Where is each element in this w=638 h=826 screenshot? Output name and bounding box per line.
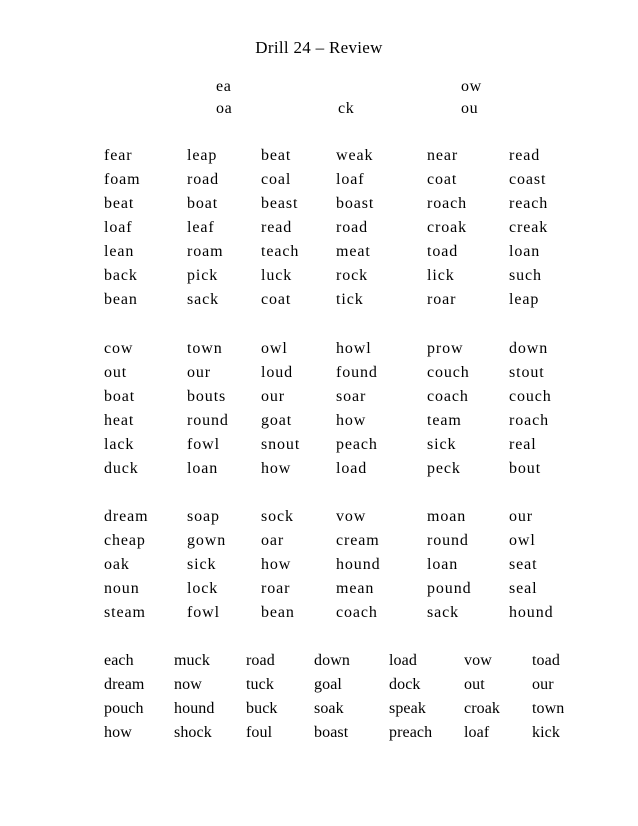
word-cell: buck	[246, 700, 278, 717]
word-cell: roach	[509, 412, 550, 429]
word-cell: beast	[261, 195, 299, 212]
pattern-label-ow: ow	[461, 78, 482, 95]
word-cell: howl	[336, 340, 372, 357]
word-cell: couch	[427, 364, 470, 381]
word-cell: leap	[187, 147, 218, 164]
word-cell: how	[336, 412, 367, 429]
word-cell: reach	[509, 195, 549, 212]
word-cell: shock	[174, 724, 212, 741]
word-cell: toad	[427, 243, 459, 260]
word-cell: sack	[187, 291, 220, 308]
word-row	[0, 168, 638, 192]
word-cell: croak	[427, 219, 468, 236]
word-cell: bean	[261, 604, 295, 621]
word-cell: boast	[314, 724, 349, 741]
word-cell: foul	[246, 724, 273, 741]
word-cell: soak	[314, 700, 344, 717]
word-cell: goat	[261, 412, 293, 429]
word-cell: heat	[104, 412, 135, 429]
word-cell: bouts	[187, 388, 227, 405]
word-cell: cow	[104, 340, 134, 357]
word-cell: foam	[104, 171, 141, 188]
word-cell: speak	[389, 700, 426, 717]
pattern-label-ou: ou	[461, 100, 479, 117]
word-cell: loaf	[104, 219, 133, 236]
word-row	[0, 721, 638, 745]
word-cell: fear	[104, 147, 133, 164]
word-cell: how	[261, 460, 292, 477]
word-cell: hound	[336, 556, 381, 573]
word-cell: toad	[532, 652, 560, 669]
pattern-label-oa: oa	[216, 100, 233, 117]
word-cell: couch	[509, 388, 552, 405]
word-cell: real	[509, 436, 537, 453]
word-cell: prow	[427, 340, 464, 357]
word-cell: load	[389, 652, 417, 669]
word-cell: coast	[509, 171, 547, 188]
word-row	[0, 649, 638, 673]
word-cell: peck	[427, 460, 461, 477]
word-cell: noun	[104, 580, 140, 597]
word-cell: our	[509, 508, 534, 525]
word-cell: pouch	[104, 700, 144, 717]
word-cell: roach	[427, 195, 468, 212]
word-cell: boat	[104, 388, 136, 405]
word-cell: leap	[509, 291, 540, 308]
word-cell: croak	[464, 700, 501, 717]
word-row	[0, 192, 638, 216]
word-cell: muck	[174, 652, 210, 669]
word-cell: our	[261, 388, 286, 405]
word-row	[0, 216, 638, 240]
word-cell: beat	[104, 195, 135, 212]
word-cell: mean	[336, 580, 375, 597]
word-cell: loud	[261, 364, 294, 381]
word-cell: moan	[427, 508, 467, 525]
word-cell: bout	[509, 460, 542, 477]
pattern-label-ea: ea	[216, 78, 232, 95]
word-cell: loan	[187, 460, 219, 477]
word-cell: road	[187, 171, 220, 188]
word-cell: near	[427, 147, 459, 164]
word-cell: duck	[104, 460, 139, 477]
word-cell: found	[336, 364, 378, 381]
word-cell: fowl	[187, 604, 220, 621]
word-cell: lock	[187, 580, 219, 597]
pattern-label-ck: ck	[338, 100, 355, 117]
word-cell: roar	[427, 291, 457, 308]
word-cell: lick	[427, 267, 455, 284]
word-cell: preach	[389, 724, 433, 741]
word-cell: sick	[187, 556, 217, 573]
word-cell: tick	[336, 291, 364, 308]
word-cell: seal	[509, 580, 538, 597]
word-cell: team	[427, 412, 462, 429]
word-cell: read	[261, 219, 293, 236]
word-cell: meat	[336, 243, 371, 260]
word-cell: peach	[336, 436, 378, 453]
word-cell: fowl	[187, 436, 220, 453]
word-cell: coal	[261, 171, 292, 188]
word-cell: vow	[336, 508, 367, 525]
word-cell: our	[187, 364, 212, 381]
word-cell: round	[427, 532, 469, 549]
word-cell: loan	[427, 556, 459, 573]
word-cell: coach	[336, 604, 378, 621]
word-cell: loan	[509, 243, 541, 260]
word-row	[0, 433, 638, 457]
word-cell: such	[509, 267, 542, 284]
word-cell: hound	[174, 700, 215, 717]
word-row	[0, 337, 638, 361]
word-block-4	[0, 649, 638, 745]
word-cell: creak	[509, 219, 549, 236]
word-cell: round	[187, 412, 229, 429]
word-cell: rock	[336, 267, 369, 284]
word-row	[0, 240, 638, 264]
word-row	[0, 505, 638, 529]
word-cell: out	[104, 364, 128, 381]
word-cell: owl	[261, 340, 288, 357]
word-cell: teach	[261, 243, 300, 260]
word-row	[0, 529, 638, 553]
word-cell: gown	[187, 532, 227, 549]
word-cell: back	[104, 267, 138, 284]
word-cell: soap	[187, 508, 220, 525]
word-cell: coat	[427, 171, 458, 188]
word-cell: road	[336, 219, 369, 236]
word-cell: roam	[187, 243, 224, 260]
word-row	[0, 673, 638, 697]
word-cell: dream	[104, 676, 145, 693]
word-cell: coat	[261, 291, 292, 308]
word-row	[0, 697, 638, 721]
word-cell: town	[532, 700, 565, 717]
word-cell: lack	[104, 436, 135, 453]
word-cell: vow	[464, 652, 492, 669]
word-cell: pick	[187, 267, 219, 284]
word-cell: goal	[314, 676, 342, 693]
word-cell: now	[174, 676, 202, 693]
word-cell: hound	[509, 604, 554, 621]
word-cell: each	[104, 652, 134, 669]
word-cell: owl	[509, 532, 536, 549]
word-row	[0, 288, 638, 312]
word-cell: oak	[104, 556, 130, 573]
word-cell: coach	[427, 388, 469, 405]
word-row	[0, 385, 638, 409]
word-cell: down	[314, 652, 350, 669]
word-row	[0, 553, 638, 577]
word-cell: boat	[187, 195, 219, 212]
word-row	[0, 409, 638, 433]
word-cell: lean	[104, 243, 135, 260]
word-row	[0, 601, 638, 625]
word-cell: pound	[427, 580, 472, 597]
word-cell: boast	[336, 195, 375, 212]
word-cell: how	[261, 556, 292, 573]
word-cell: stout	[509, 364, 545, 381]
word-cell: road	[246, 652, 275, 669]
page-title: Drill 24 – Review	[255, 38, 383, 57]
word-cell: luck	[261, 267, 293, 284]
word-cell: cream	[336, 532, 380, 549]
word-row	[0, 264, 638, 288]
word-cell: cheap	[104, 532, 146, 549]
word-block-1	[0, 144, 638, 312]
word-cell: loaf	[464, 724, 490, 741]
word-cell: kick	[532, 724, 560, 741]
word-cell: out	[464, 676, 485, 693]
word-cell: weak	[336, 147, 374, 164]
word-cell: our	[532, 676, 554, 693]
word-cell: how	[104, 724, 132, 741]
word-row	[0, 577, 638, 601]
word-row	[0, 361, 638, 385]
word-block-2	[0, 337, 638, 481]
word-cell: beat	[261, 147, 292, 164]
word-row	[0, 457, 638, 481]
pattern-header-row	[0, 76, 638, 122]
word-cell: soar	[336, 388, 367, 405]
word-cell: leaf	[187, 219, 215, 236]
word-cell: dream	[104, 508, 149, 525]
word-cell: town	[187, 340, 223, 357]
word-cell: read	[509, 147, 541, 164]
word-cell: sack	[427, 604, 460, 621]
word-cell: seat	[509, 556, 538, 573]
word-cell: down	[509, 340, 549, 357]
word-cell: sick	[427, 436, 457, 453]
word-cell: oar	[261, 532, 285, 549]
word-cell: steam	[104, 604, 146, 621]
word-cell: roar	[261, 580, 291, 597]
word-cell: dock	[389, 676, 421, 693]
word-cell: bean	[104, 291, 138, 308]
word-cell: loaf	[336, 171, 365, 188]
word-cell: sock	[261, 508, 294, 525]
word-cell: snout	[261, 436, 301, 453]
word-cell: load	[336, 460, 368, 477]
word-block-3	[0, 505, 638, 625]
word-row	[0, 144, 638, 168]
word-cell: tuck	[246, 676, 274, 693]
